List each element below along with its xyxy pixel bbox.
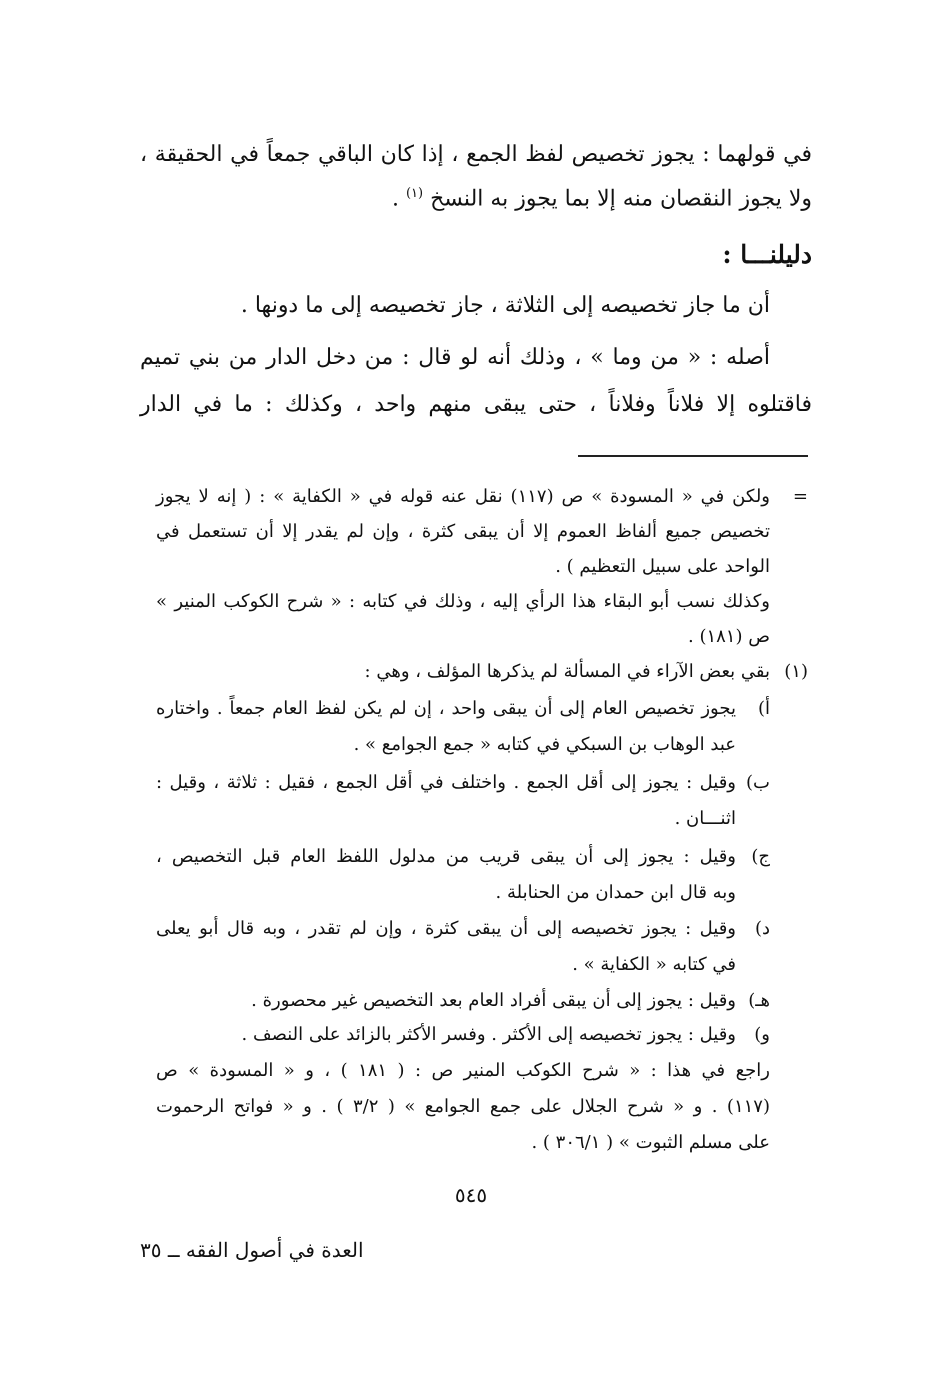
footnote-item-mark-a: أ) bbox=[757, 698, 770, 719]
body-line-2-end: . bbox=[391, 186, 399, 212]
footnote-item-e-line-1: وقيل : يجوز إلى أن يبقى أفراد العام بعد التخصيص غير محصورة . bbox=[251, 990, 736, 1011]
footnote-ref-line-2: (١١٧) . و « شرح الجلال على جمع الجوامع » ( ٣/٢ ) . و « فواتح الرحموت bbox=[156, 1096, 771, 1117]
footnote-ref-line-1: راجع في هذا : « شرح الكوكب المنير ص : ( ١٨١ ) ، و « المسودة » ص bbox=[156, 1060, 770, 1081]
footnote-cont-line-2: تخصيص جميع ألفاظ العموم إلا أن يبقى كثرة ، وإن لم يقدر إلا أن تستعمل في bbox=[156, 521, 770, 542]
footnote-item-b-line-2: اثنـــان . bbox=[674, 808, 736, 829]
footnote-item-b-line-1: وقيل : يجوز إلى أقل الجمع . واختلف في أقل الجمع ، فقيل : ثلاثة ، وقيل : bbox=[156, 772, 736, 793]
body-line-5: فاقتلوه إلا فلاناً وفلاناً ، حتى يبقى منهم واحد ، وكذلك : ما في الدار bbox=[140, 392, 812, 417]
footnote-ref-line-3: على مسلم الثبوت » ( ٣٠٦/١ ) . bbox=[531, 1132, 770, 1153]
footnote-1-intro: بقي بعض الآراء في المسألة لم يذكرها المؤلف ، وهي : bbox=[364, 661, 770, 682]
footnote-cont-line-4: وكذلك نسب أبو البقاء هذا الرأي إليه ، وذلك في كتابه : « شرح الكوكب المنير » bbox=[156, 591, 770, 612]
page-number: ٥٤٥ bbox=[454, 1183, 488, 1207]
footnote-item-mark-f: و) bbox=[754, 1024, 770, 1045]
footnote-reference-1: (١) bbox=[405, 186, 424, 201]
footnote-item-mark-d: د) bbox=[754, 918, 770, 939]
footnote-cont-line-5: ص (١٨١) . bbox=[688, 626, 770, 647]
footnote-continuation-mark: = bbox=[792, 486, 808, 507]
footnote-item-d-line-2: في كتابه « الكفاية » . bbox=[572, 954, 736, 975]
body-line-3: أن ما جاز تخصيصه إلى الثلاثة ، جاز تخصيصه إلى ما دونها . bbox=[240, 293, 770, 318]
footnote-separator bbox=[578, 455, 808, 457]
footnote-item-d-line-1: وقيل : يجوز تخصيصه إلى أن يبقى كثرة ، وإن لم تقدر ، وبه قال أبو يعلى bbox=[156, 918, 736, 939]
body-line-4: أصله : « من وما » ، وذلك أنه لو قال : من دخل الدار من بني تميم bbox=[140, 345, 770, 370]
running-footer: العدة في أصول الفقه ــ ٣٥ bbox=[140, 1238, 364, 1262]
footnote-item-c-line-1: وقيل : يجوز إلى أن يبقى قريب من مدلول اللفظ العام قبل التخصيص ، bbox=[156, 846, 736, 867]
footnote-item-f-line-1: وقيل : يجوز تخصيصه إلى الأكثر . وفسر الأكثر بالزائد على النصف . bbox=[241, 1024, 736, 1045]
footnote-1-mark: (١) bbox=[784, 661, 808, 682]
section-heading: دليلنـــا : bbox=[722, 240, 812, 269]
footnote-item-a-line-1: يجوز تخصيص العام إلى أن يبقى واحد ، إن لم يكن لفظ العام جمعاً . واختاره bbox=[156, 698, 736, 719]
body-line-2-text: ولا يجوز النقصان منه إلا بما يجوز به النسخ bbox=[430, 186, 812, 212]
footnote-cont-line-1: ولكن في « المسودة » ص (١١٧) نقل عنه قوله في « الكفاية » : ( إنه لا يجوز bbox=[156, 486, 771, 507]
footnote-item-c-line-2: وبه قال ابن حمدان من الحنابلة . bbox=[495, 882, 736, 903]
body-line-2 bbox=[392, 186, 812, 211]
footnote-item-mark-e: هـ) bbox=[748, 990, 770, 1011]
footnote-item-mark-b: ب) bbox=[746, 772, 770, 793]
body-line-1: في قولهما : يجوز تخصيص لفظ الجمع ، إذا كان الباقي جمعاً في الحقيقة ، bbox=[140, 142, 812, 167]
footnote-item-mark-c: ج) bbox=[751, 846, 770, 867]
footnote-item-a-line-2: عبد الوهاب بن السبكي في كتابه « جمع الجوامع » . bbox=[353, 734, 736, 755]
footnote-cont-line-3: الواحد على سبيل التعظيم ) . bbox=[555, 556, 770, 577]
